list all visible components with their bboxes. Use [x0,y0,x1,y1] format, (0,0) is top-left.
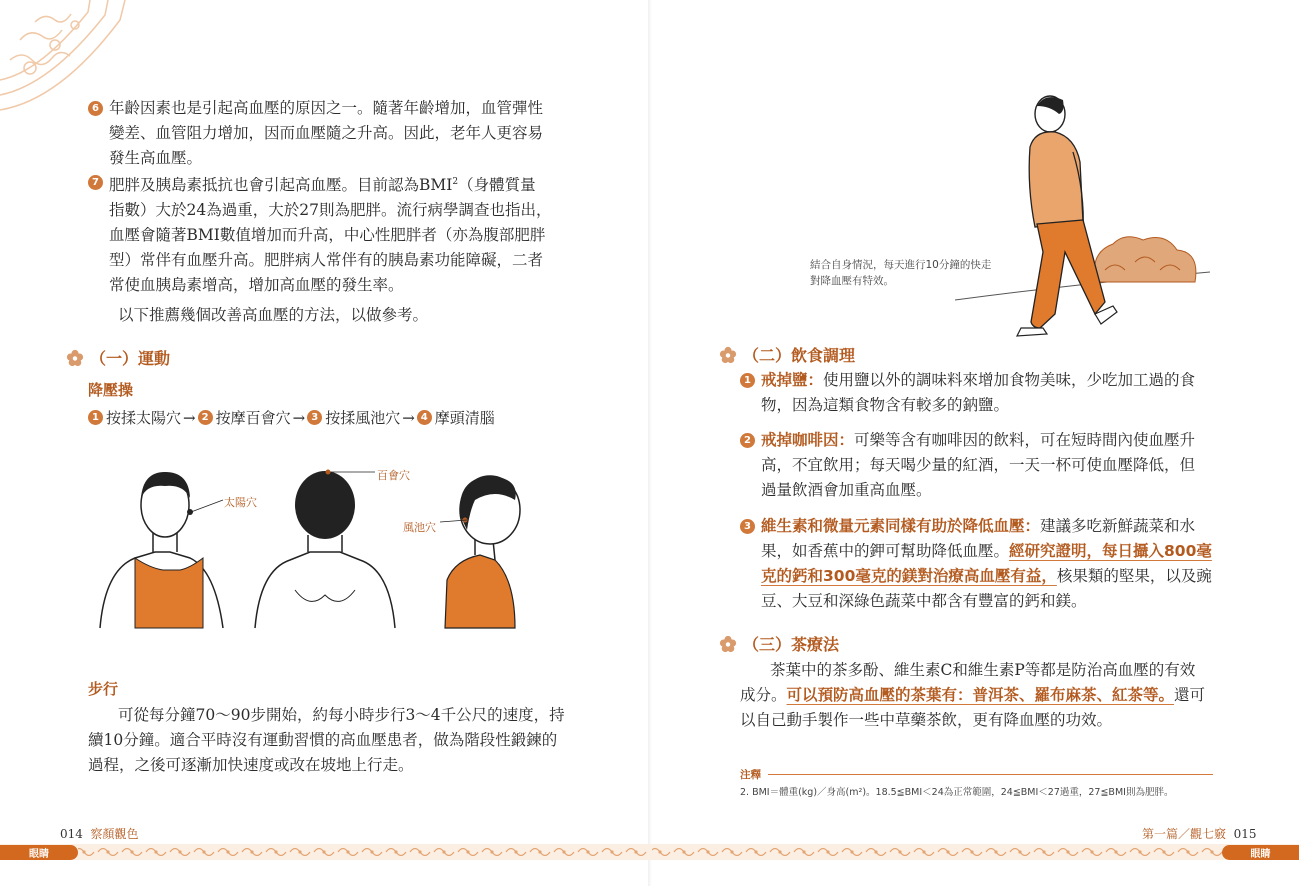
diet-item-head: 維生素和微量元素同樣有助於降低血壓： [761,517,1041,535]
number-badge: 1 [740,373,755,388]
section-title: （二）飲食調理 [743,346,856,365]
section-heading-diet [719,343,855,366]
tea-paragraph: 茶葉中的茶多酚、維生素C和維生素P等都是防治高血壓的有效 成分。可以預防高血壓的茶葉有：普洱茶、羅布麻茶、紅茶等。還可 以自己動手製作一些中草藥茶飲，更有降血壓的功效。 [740,658,1220,733]
caption-line: 結合自身情況，每天進行10分鐘的快走 [810,259,992,271]
walking-man-figure [1017,96,1117,336]
diet-item-line: 物，因為這類食物含有較多的鈉鹽。 [761,396,1010,414]
number-badge: 3 [740,519,755,534]
item-7 [88,170,579,298]
diet-item-2 [740,428,1241,503]
diet-item-line: 核果類的堅果，以及豌 [1056,567,1212,585]
item-7-line: 肥胖及胰島素抵抗也會引起高血壓。目前認為BMI$^2$（身體質量 [109,176,536,195]
diet-item-3 [740,514,1241,614]
walking-line: 過程，之後可逐漸加快速度或改在坡地上行走。 [88,756,414,774]
step-badge: 2 [198,410,213,425]
arrow-icon: → [292,408,306,427]
tea-line: 成分。 [740,686,787,704]
item-6-line: 發生高血壓。 [109,149,203,167]
footnote-title: 注釋 [740,769,761,781]
footnote-rule [768,774,1213,775]
tea-line: 茶葉中的茶多酚、維生素C和維生素P等都是防治高血壓的有效 [770,661,1196,679]
left-folio [60,825,139,842]
book-title: 察顏觀色 [90,827,139,841]
step-badge: 1 [88,410,103,425]
back-figure-illustration [255,470,395,629]
step-label: 按揉太陽穴 [106,409,182,427]
step-label: 按摩百會穴 [215,409,291,427]
chapter-tab-left: 眼睛 [0,845,78,860]
diet-item-head: 戒掉咖啡因： [761,431,855,449]
front-figure-illustration [100,472,223,628]
item-7-line: 型）常伴有血壓升高。肥胖病人常伴有的胰島素功能障礙，二者 [109,251,544,270]
section-title: （三）茶療法 [743,635,840,654]
item-7-line: 血壓會隨著BMI數值增加而升高，中心性肥胖者（亦為腹部肥胖 [109,226,546,245]
diet-item-line: 果，如香蕉中的鉀可幫助降低血壓。 [761,542,1010,560]
chapter-title: 第一篇／觀七竅 [1142,827,1227,841]
step-label: 摩頭清腦 [434,409,495,427]
sub-heading-walking: 步行 [88,680,119,698]
exercise-steps [88,407,495,428]
item-6-line: 年齡因素也是引起高血壓的原因之一。隨著年齡增加，血管彈性 [109,99,544,117]
step-label: 按揉風池穴 [325,409,401,427]
flower-icon [719,346,737,364]
bushes-illustration [1094,237,1196,282]
highlighted-text: 克的鈣和300毫克的鎂對治療高血壓有益， [761,567,1057,585]
diet-item-line: 建議多吃新鮮蔬菜和水 [1040,517,1196,535]
caption-line: 對降血壓有特效。 [810,275,894,287]
tea-line: 以自己動手製作一些中草藥茶飲，更有降血壓的功效。 [740,711,1113,729]
arrow-icon: → [183,408,196,427]
arrow-icon: → [402,408,415,427]
chapter-tab-right: 眼睛 [1222,845,1299,860]
section-title: （一）運動 [90,349,171,368]
step-badge: 3 [307,410,322,425]
section-heading-tea [719,632,839,655]
diet-item-line: 可樂等含有咖啡因的飲料，可在短時間內使血壓升 [854,431,1196,449]
highlighted-text: 可以預防高血壓的茶葉有：普洱茶、羅布麻茶、紅茶等。 [786,686,1175,704]
label-baihui: 百會穴 [377,469,410,482]
number-badge: 7 [88,175,103,190]
highlighted-text: 經研究證明，每日攝入800毫 [1009,542,1212,560]
diet-item-line: 豆、大豆和深綠色蔬菜中都含有豐富的鈣和鎂。 [761,592,1087,610]
footnote-text: 2. BMI＝體重(kg)／身高(m²)。18.5≦BMI＜24為正常範圍，24≦BMI＜27過重，27≦BMI則為肥胖。 [740,787,1174,798]
decorative-band [0,844,1299,860]
walking-line: 可從每分鐘70～90步開始，約每小時步行3～4千公尺的速度，持 [118,706,565,724]
diet-item-head: 戒掉鹽： [761,371,824,389]
book-gutter [648,0,652,886]
label-fengchi: 風池穴 [403,521,436,534]
acupoint-illustration [95,460,525,630]
diet-item-line: 高，不宜飲用；每天喝少量的紅酒，一天一杯可使血壓降低，但 [761,456,1196,474]
walking-man-illustration [955,92,1245,352]
item-6 [88,96,579,171]
number-badge: 2 [740,433,755,448]
item-7-line: 常使血胰島素增高，增加高血壓的發生率。 [109,276,404,295]
flower-icon [66,349,84,367]
diet-item-line: 過量飲酒會加重高血壓。 [761,481,932,499]
item-7-line: 指數）大於24為過重，大於27則為肥胖。流行病學調查也指出， [109,201,552,220]
diet-item-line: 使用鹽以外的調味料來增加食物美味，少吃加工過的食 [823,371,1196,389]
item-6-line: 變差、血管阻力增加，因而血壓隨之升高。因此，老年人更容易 [109,124,544,142]
diet-item-1 [740,368,1241,418]
number-badge: 6 [88,101,103,116]
walking-paragraph [88,703,568,778]
figure-caption [810,257,991,289]
intro-text: 以下推薦幾個改善高血壓的方法，以做參考。 [118,306,429,324]
right-page [650,0,1299,886]
walking-line: 續10分鐘。適合平時沒有運動習慣的高血壓患者，做為階段性鍛鍊的 [88,731,558,749]
right-folio [1142,825,1257,842]
label-taiyang: 太陽穴 [224,496,257,509]
flower-icon [719,635,737,653]
page-number: 015 [1233,827,1257,841]
page-number: 014 [60,827,83,841]
sub-heading-exercise: 降壓操 [88,381,134,399]
section-heading-exercise [66,346,170,369]
step-badge: 4 [417,410,432,425]
side-figure-illustration [445,476,520,628]
